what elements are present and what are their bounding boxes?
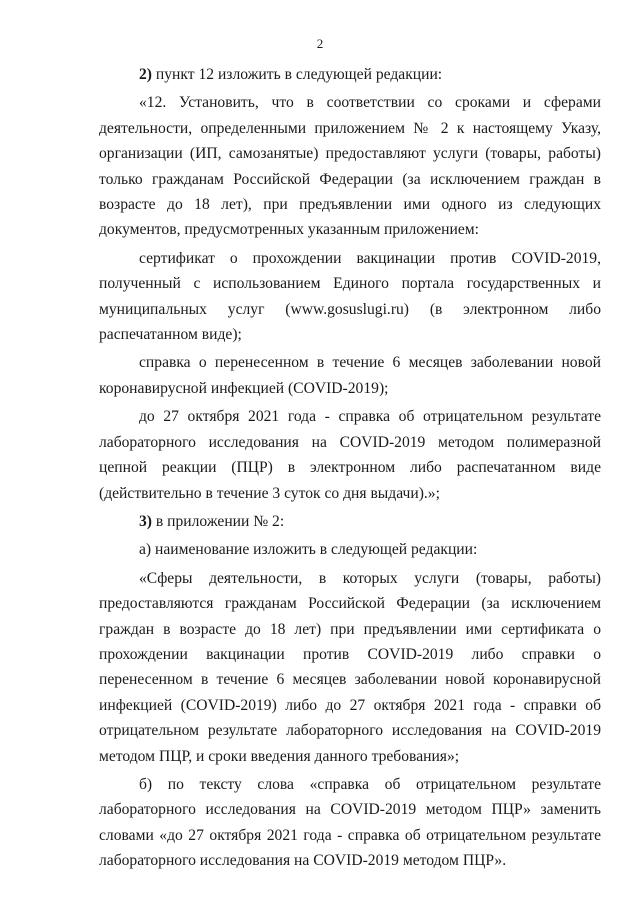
paragraph-item-3 xyxy=(99,509,601,534)
paragraph-vaccination-certificate: сертификат о прохождении вакцинации против COVID-2019, полученный с использованием Единого портала государственных и муниципальных услуг (www.gosuslugi.ru) (в электронном либо распечатанном виде); xyxy=(99,249,601,344)
paragraph-subitem-a: а) наименование изложить в следующей редакции: xyxy=(139,541,478,559)
page-number: 2 xyxy=(316,36,324,51)
item-number-2: 2) xyxy=(139,66,152,83)
item-text-3: в приложении № 2: xyxy=(152,512,285,530)
item-number-3: 3) xyxy=(139,512,152,530)
paragraph-subitem-b: б) по тексту слова «справка об отрицательном результате лабораторного исследования на COVID-2019 методом ПЦР» заменить словами «до 27 октября 2021 года - справка об отрицательном результате лабораторного исследования на COVID-2019 методом ПЦР». xyxy=(99,775,601,870)
paragraph-illness-certificate: справка о перенесенном в течение 6 месяцев заболевании новой коронавирусной инфекцией (COVID-2019); xyxy=(99,354,601,397)
paragraph-item-2 xyxy=(99,62,601,87)
paragraph-pcr-test: до 27 октября 2021 года - справка об отрицательном результате лабораторного исследования на COVID-2019 методом полимеразной цепной реакции (ПЦР) в электронном либо распечатанном виде (действительно в течение 3 суток со дня выдачи).»; xyxy=(99,408,601,502)
document-body xyxy=(99,62,601,874)
paragraph-new-title: «Сферы деятельности, в которых услуги (товары, работы) предоставляются гражданам Российской Федерации (за исключением граждан в возрасте до 18 лет) при предъявлении ими сертификата о прохождении вакцинации против COVID-2019 либо справки о перенесенном в течение 6 месяцев заболевании новой коронавирусной инфекцией (COVID-2019) либо до 27 октября 2021 года - справки об отрицательном результате лабораторного исследования на COVID-2019 методом ПЦР, и сроки введения данного требования»; xyxy=(99,569,601,765)
item-text-2: пункт 12 изложить в следующей редакции: xyxy=(152,66,443,83)
paragraph-point-12: «12. Установить, что в соответствии со сроками и сферами деятельности, определенными приложением № 2 к настоящему Указу, организации (ИП, самозанятые) предоставляют услуги (товары, работы) только гражданам Российской Федерации (за исключением граждан в возрасте до 18 лет), при предъявлении ими одного из следующих документов, предусмотренных указанным приложением: xyxy=(99,94,601,239)
